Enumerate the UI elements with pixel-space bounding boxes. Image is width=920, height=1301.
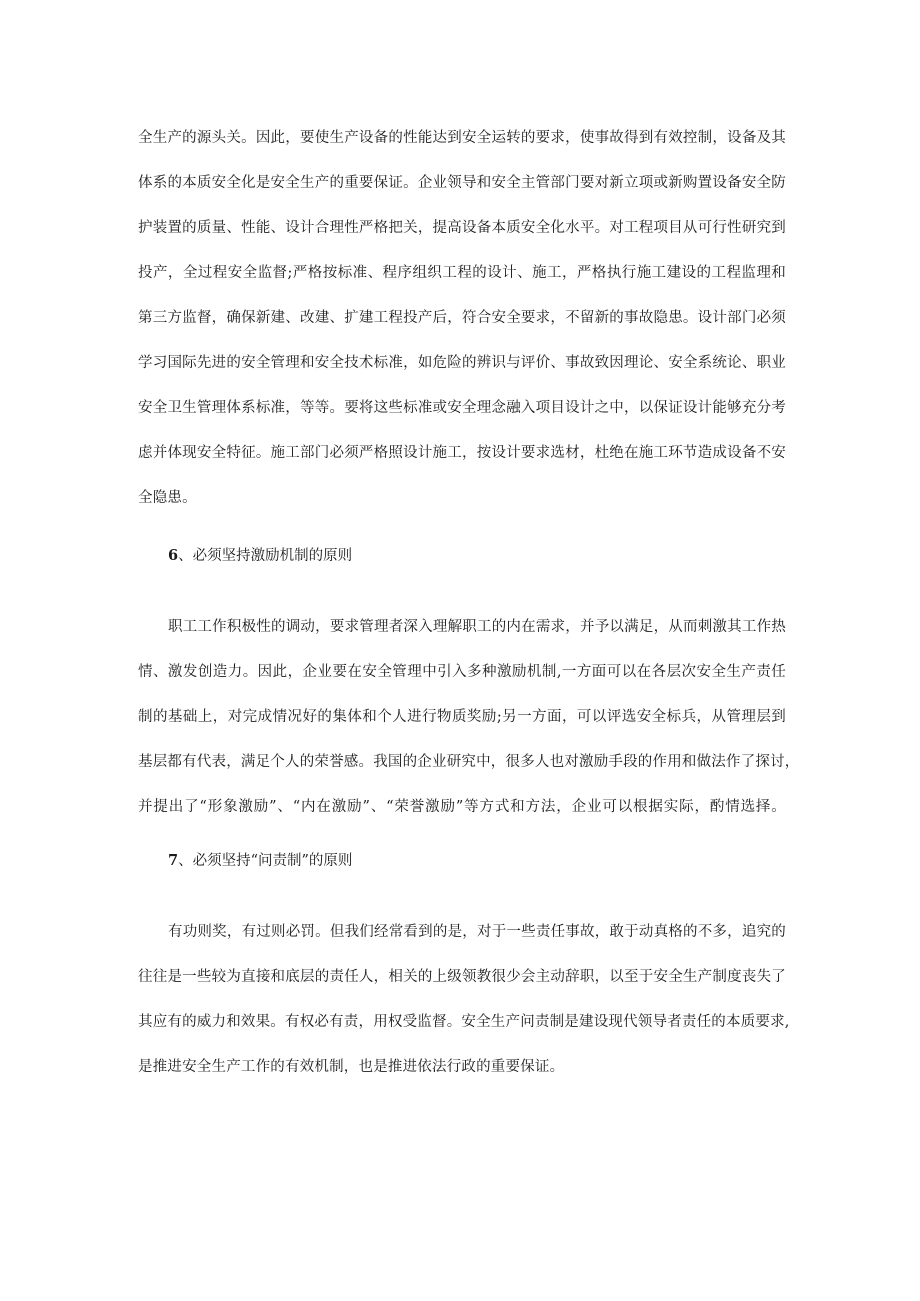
paragraph-line: 学习国际先进的安全管理和安全技术标准，如危险的辨识与评价、事故致因理论、安全系统论、职业 <box>138 355 786 371</box>
paragraph-line: 第三方监督，确保新建、改建、扩建工程投产后，符合安全要求，不留新的事故隐患。设计部门必须 <box>138 310 786 326</box>
paragraph-line: 体系的本质安全化是安全生产的重要保证。企业领导和安全主管部门要对新立项或新购置设备安全防 <box>138 175 786 191</box>
section-title: 、必须坚持“问责制”的原则 <box>178 853 353 869</box>
paragraph-line: 情、激发创造力。因此，企业要在安全管理中引入多种激励机制,一方面可以在各层次安全生产责任 <box>138 664 786 680</box>
section-heading-7 <box>168 851 352 871</box>
section-title: 、必须坚持激励机制的原则 <box>178 548 353 564</box>
paragraph-line: 全生产的源头关。因此，要使生产设备的性能达到安全运转的要求，使事故得到有效控制，设备及其 <box>138 130 786 146</box>
paragraph-line: 护装置的质量、性能、设计合理性严格把关，提高设备本质安全化水平。对工程项目从可行性研究到 <box>138 220 786 236</box>
paragraph-line: 其应有的威力和效果。有权必有责，用权受监督。安全生产问责制是建设现代领导者责任的本质要求, <box>138 1014 790 1030</box>
paragraph-line: 安全卫生管理体系标准，等等。要将这些标准或安全理念融入项目设计之中，以保证设计能够充分考 <box>138 400 786 416</box>
paragraph-line: 虑并体现安全特征。施工部门必须严格照设计施工，按设计要求选材，杜绝在施工环节造成设备不安 <box>138 445 786 461</box>
paragraph-line: 往往是一些较为直接和底层的责任人，相关的上级领教很少会主动辞职，以至于安全生产制度丧失了 <box>138 969 786 985</box>
section-number: 6 <box>168 547 179 564</box>
paragraph-line: 职工工作积极性的调动，要求管理者深入理解职工的内在需求，并予以满足，从而刺激其工作热 <box>168 619 786 635</box>
paragraph-line: 有功则奖，有过则必罚。但我们经常看到的是，对于一些责任事故，敢于动真格的不多，追究的 <box>168 924 786 940</box>
paragraph-line: 制的基础上，对完成情况好的集体和个人进行物质奖励;另一方面，可以评选安全标兵，从管理层到 <box>138 709 786 725</box>
section-heading-6 <box>168 546 352 566</box>
paragraph-line: 全隐患。 <box>138 490 197 506</box>
paragraph-line: 并提出了“形象激励”、“内在激励”、“荣誉激励”等方式和方法，企业可以根据实际，酌情选择。 <box>138 799 786 815</box>
section-number: 7 <box>168 852 179 869</box>
paragraph-line: 是推进安全生产工作的有效机制，也是推进依法行政的重要保证。 <box>138 1059 565 1075</box>
paragraph-line: 投产，全过程安全监督;严格按标准、程序组织工程的设计、施工，严格执行施工建设的工程监理和 <box>138 265 786 281</box>
paragraph-line: 基层都有代表，满足个人的荣誉感。我国的企业研究中，很多人也对激励手段的作用和做法作了探讨， <box>138 754 800 770</box>
